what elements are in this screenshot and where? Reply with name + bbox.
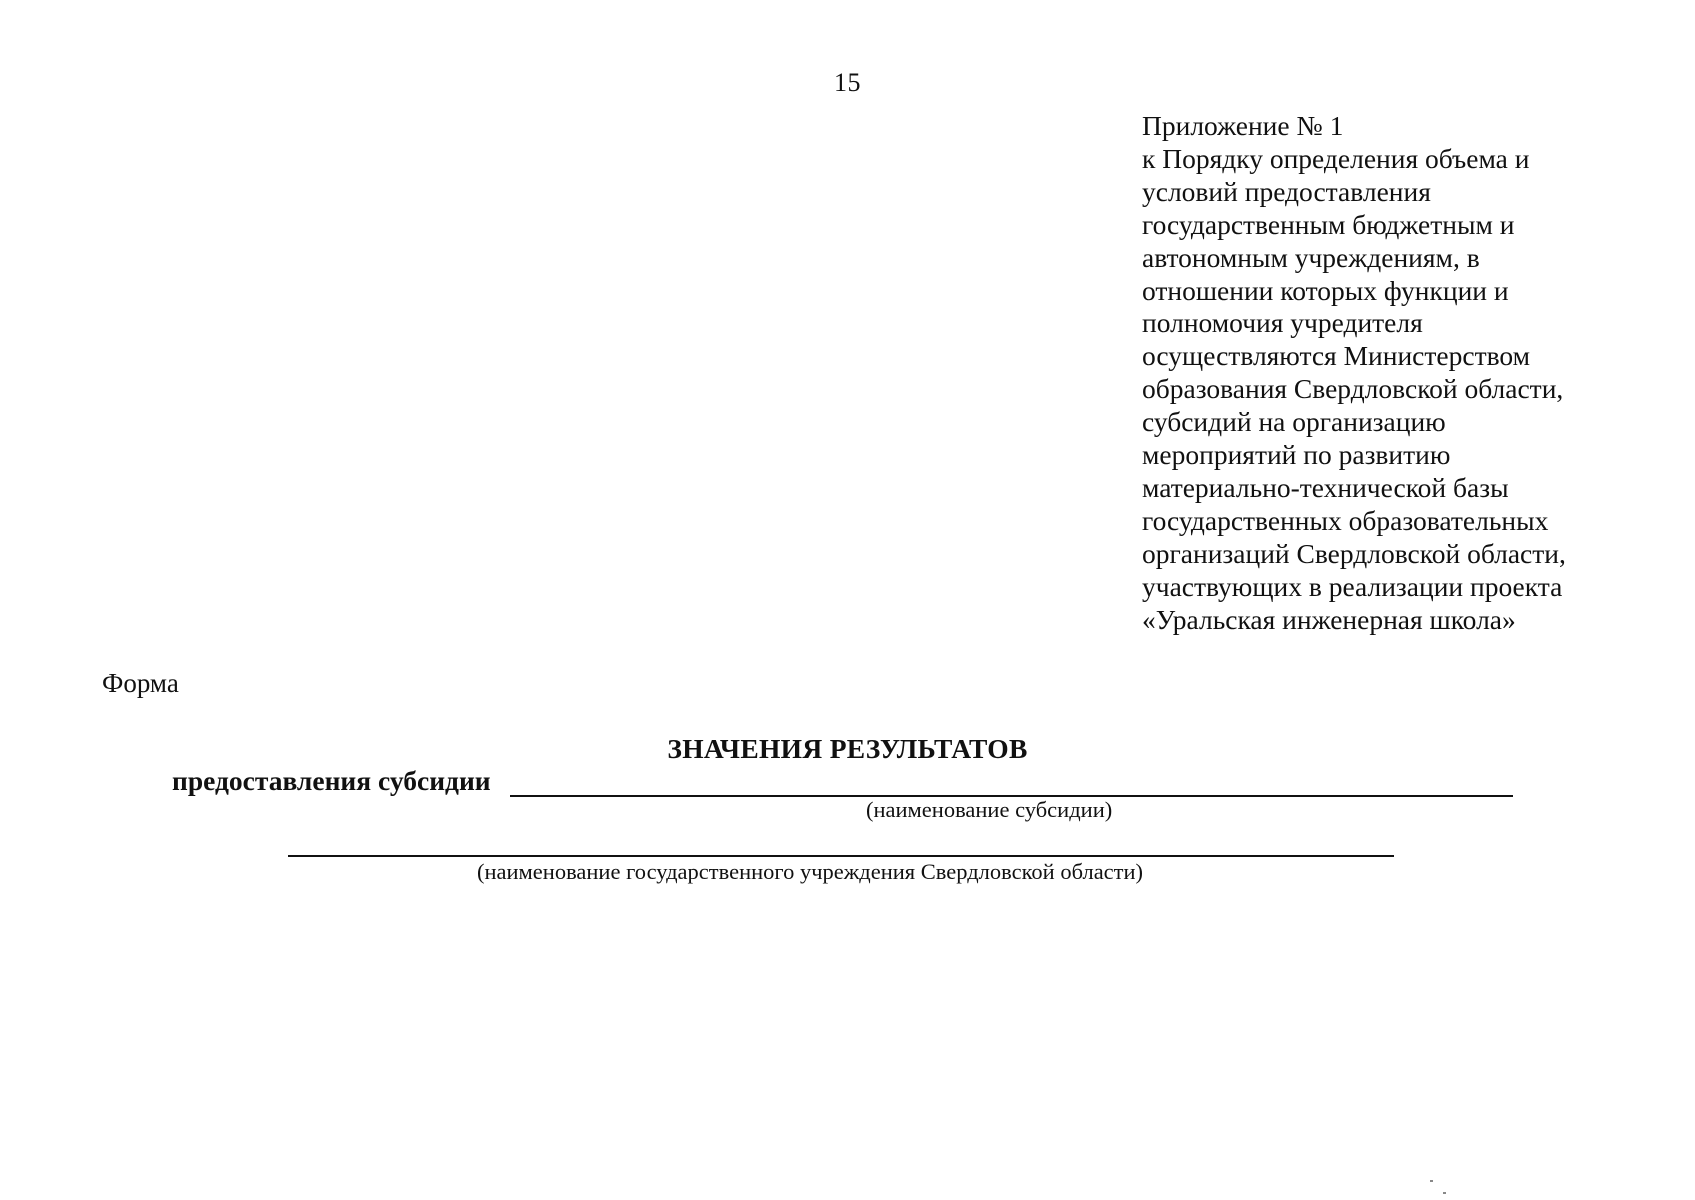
appendix-line: «Уральская инженерная школа»: [1142, 603, 1516, 635]
appendix-line: осуществляются Министерством: [1142, 340, 1531, 372]
appendix-line: государственных образовательных: [1142, 504, 1549, 536]
appendix-line: автономным учреждениям, в: [1142, 241, 1480, 273]
appendix-line: государственным бюджетным и: [1142, 208, 1515, 240]
organization-caption: (наименование государственного учреждения Свердловской области): [477, 859, 1144, 884]
appendix-line: к Порядку определения объема и: [1142, 142, 1530, 174]
scan-speck: [1443, 1192, 1446, 1194]
appendix-line: полномочия учредителя: [1142, 307, 1423, 339]
subsidy-caption: (наименование субсидии): [866, 797, 1113, 822]
scan-speck: [1430, 1180, 1433, 1182]
appendix-line: участвующих в реализации проекта: [1142, 570, 1563, 602]
appendix-line: субсидий на организацию: [1142, 406, 1446, 438]
appendix-line: отношении которых функции и: [1142, 274, 1509, 306]
organization-name-blank: [288, 855, 1394, 857]
appendix-line: образования Свердловской области,: [1142, 373, 1564, 405]
page-number: [0, 68, 1695, 98]
appendix-line: материально-технической базы: [1142, 471, 1509, 503]
appendix-block: [1142, 110, 1602, 637]
appendix-line: мероприятий по развитию: [1142, 439, 1451, 471]
subsidy-prefix: предоставления субсидии: [172, 765, 491, 796]
appendix-line: Приложение № 1: [1142, 110, 1344, 141]
document-title: ЗНАЧЕНИЯ РЕЗУЛЬТАТОВ: [667, 733, 1028, 764]
appendix-line: условий предоставления: [1142, 175, 1431, 207]
form-label: Форма: [102, 668, 179, 698]
page-number-text: 15: [834, 68, 861, 97]
appendix-line: организаций Свердловской области,: [1142, 537, 1566, 569]
